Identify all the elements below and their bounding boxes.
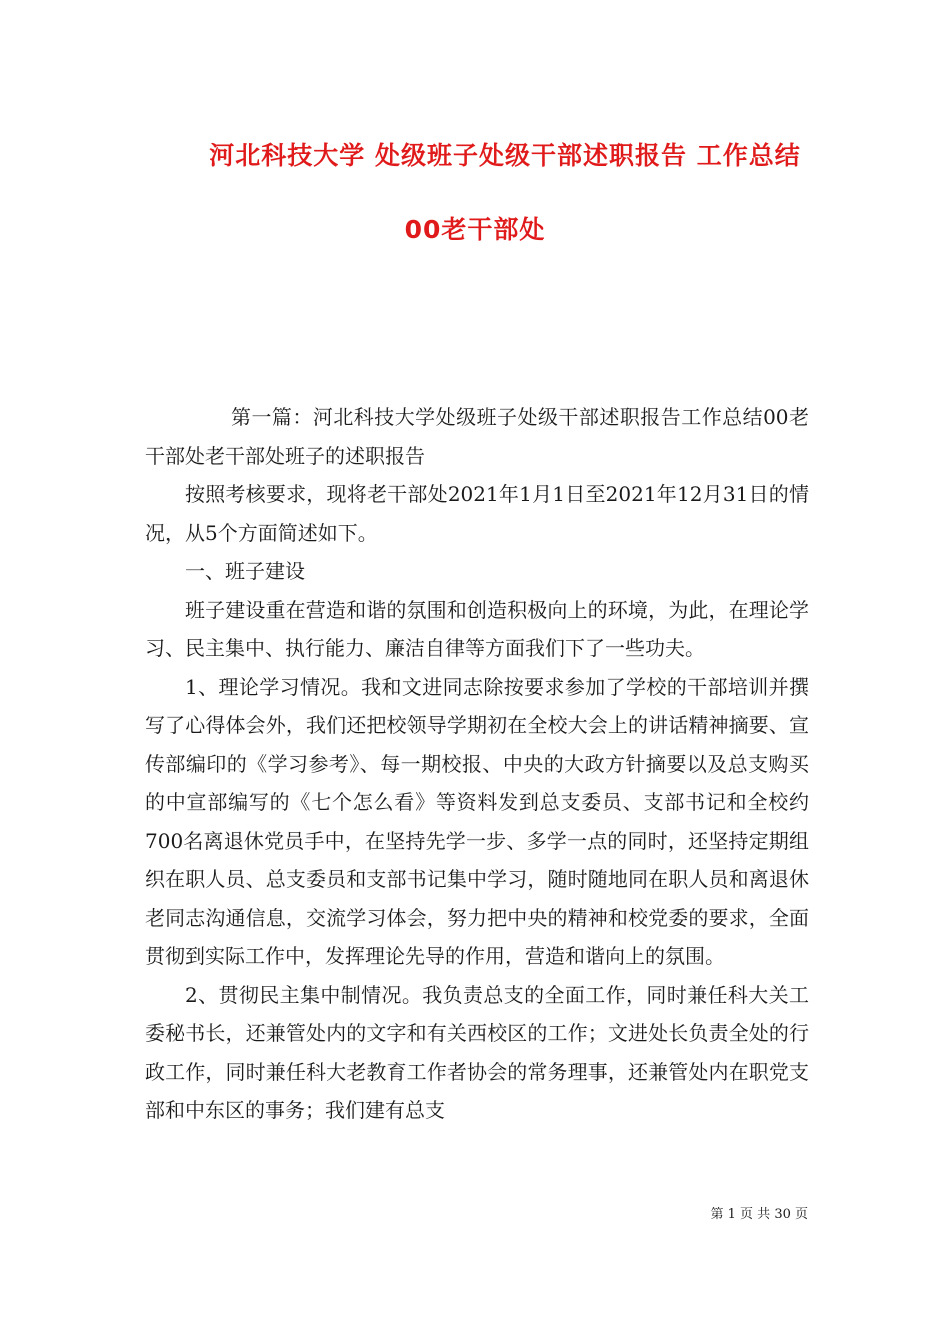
paragraph: 1、理论学习情况。我和文进同志除按要求参加了学校的干部培训并撰写了心得体会外，我们还把校领导学期初在全校大会上的讲话精神摘要、宣传部编印的《学习参考》、每一期校报、中央的大政方针摘要以及总支购买的中宣部编写的《七个怎么看》等资料发到总支委员、支部书记和全校约700名离退休党员手中，在坚持先学一步、多学一点的同时，还坚持定期组织在职人员、总支委员和支部书记集中学习，随时随地同在职人员和离退休老同志沟通信息，交流学习体会，努力把中央的精神和校党委的要求，全面贯彻到实际工作中，发挥理论先导的作用，营造和谐向上的氛围。: [145, 674, 809, 968]
section-heading: 一、班子建设: [185, 559, 305, 583]
document-title-line-2: 00老干部处: [404, 215, 546, 244]
document-title-line-1: 河北科技大学 处级班子处级干部述职报告 工作总结: [209, 141, 801, 170]
paragraph: 按照考核要求，现将老干部处2021年1月1日至2021年12月31日的情况，从5个方面简述如下。: [145, 482, 809, 545]
paragraph: 2、贯彻民主集中制情况。我负责总支的全面工作，同时兼任科大关工委秘书长，还兼管处内的文字和有关西校区的工作；文进处长负责全处的行政工作，同时兼任科大老教育工作者协会的常务理事，还兼管处内在职党支部和中东区的事务；我们建有总支: [145, 982, 809, 1122]
document-body: [145, 398, 809, 1130]
paragraph: 班子建设重在营造和谐的氛围和创造积极向上的环境，为此，在理论学习、民主集中、执行能力、廉洁自律等方面我们下了一些功夫。: [145, 597, 809, 660]
page-number: 第 1 页 共 30 页: [710, 1207, 808, 1222]
paragraph-heading-intro: 第一篇：河北科技大学处级班子处级干部述职报告工作总结00老干部处老干部处班子的述职报告: [145, 405, 809, 468]
